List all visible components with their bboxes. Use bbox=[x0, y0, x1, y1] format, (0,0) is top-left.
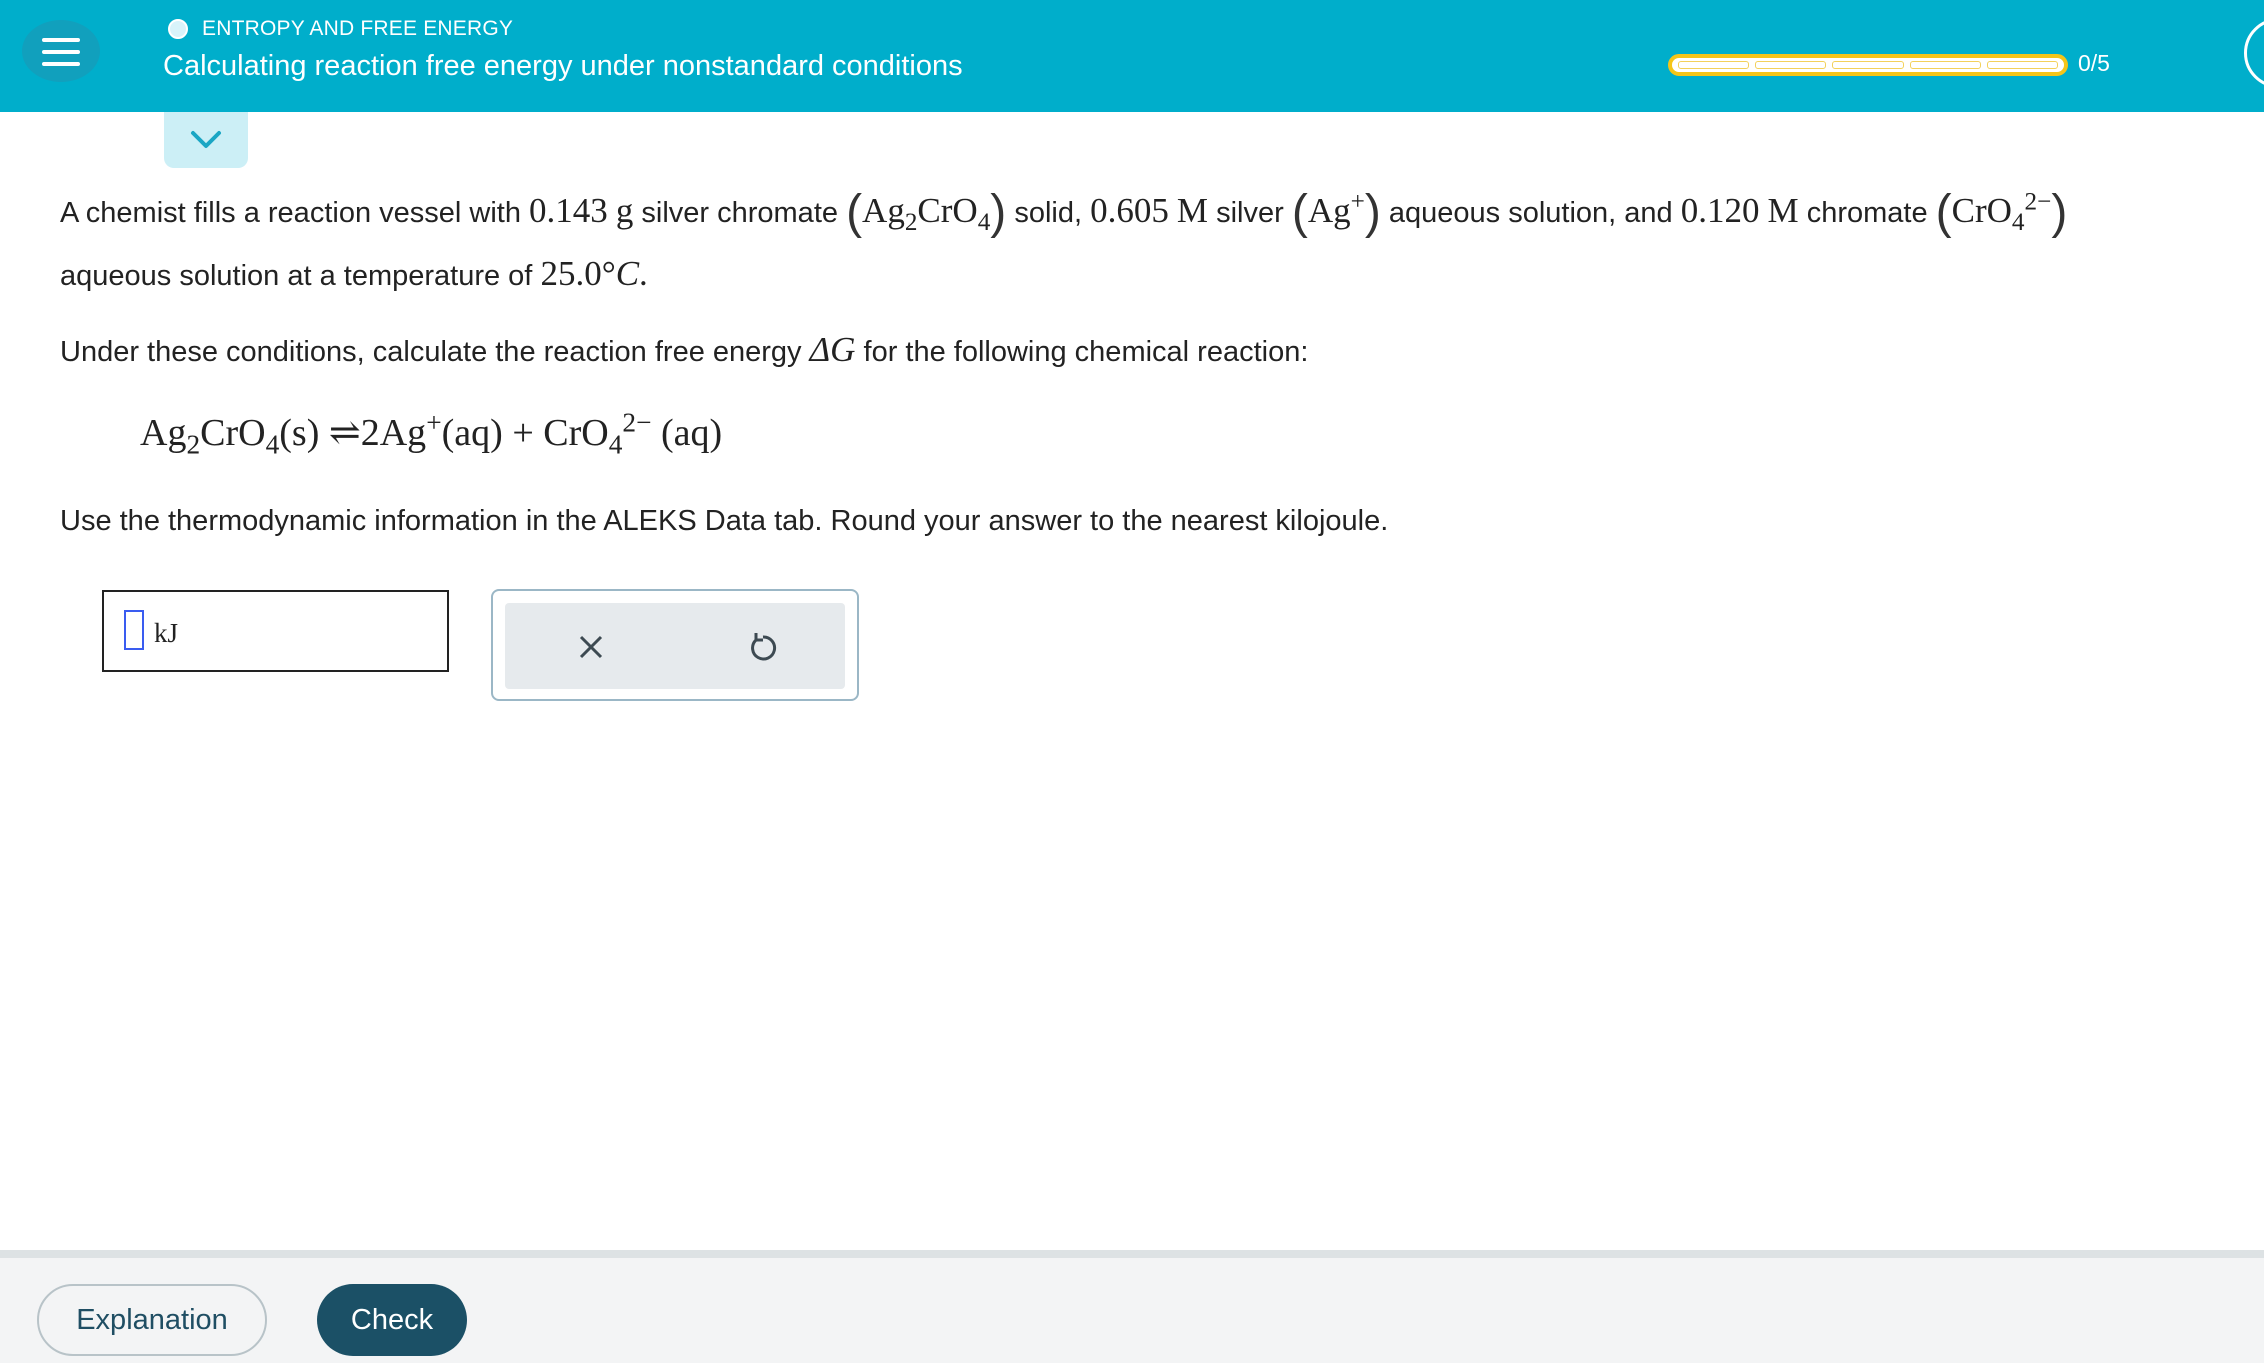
problem-paragraph-1: A chemist fills a reaction vessel with 0.143 g silver chromate $(Ag_2CrO_4)$ solid, 0.605 M silver (Ag+) aqueous solution, and 0.120 M chromate (CrO$_4^{2-}$) bbox=[60, 186, 2068, 239]
problem-paragraph-2: aqueous solution at a temperature of 25.0°C. bbox=[60, 254, 648, 293]
problem-paragraph-3: Under these conditions, calculate the reaction free energy ΔG for the following chemical reaction: bbox=[60, 330, 1309, 369]
undo-icon bbox=[743, 627, 783, 667]
progress-count: 0/5 bbox=[2078, 50, 2110, 76]
check-button[interactable]: Check bbox=[317, 1284, 467, 1356]
header-right-button[interactable] bbox=[2244, 18, 2264, 88]
page-title: Calculating reaction free energy under nonstandard conditions bbox=[163, 50, 963, 82]
chromate-concentration: 0.120 bbox=[1680, 191, 1760, 230]
silver-ion-formula: Ag+ bbox=[1307, 188, 1365, 230]
topic-label: ENTROPY AND FREE ENERGY bbox=[202, 17, 514, 40]
problem-paragraph-4: Use the thermodynamic information in the ALEKS Data tab. Round your answer to the nearest kilojoule. bbox=[60, 505, 1389, 537]
top-header bbox=[0, 0, 2264, 112]
clear-button[interactable] bbox=[571, 627, 611, 667]
undo-button[interactable] bbox=[743, 627, 783, 667]
answer-tools bbox=[491, 589, 859, 701]
chevron-down-icon bbox=[190, 130, 222, 150]
topic-line bbox=[168, 14, 513, 44]
topic-status-icon bbox=[168, 19, 188, 39]
chromate-ion-formula: CrO$_4^{2-}$ bbox=[1951, 188, 2052, 236]
temperature-value: 25.0° bbox=[540, 254, 616, 293]
silver-chromate-formula: $Ag_2CrO_4$ bbox=[862, 191, 991, 236]
answer-input[interactable] bbox=[102, 590, 449, 672]
progress-bar bbox=[1668, 54, 2068, 76]
delta-g-symbol: ΔG bbox=[809, 330, 856, 369]
answer-input-cursor[interactable] bbox=[124, 610, 144, 650]
collapse-header-button[interactable] bbox=[164, 112, 248, 168]
menu-button[interactable] bbox=[22, 20, 100, 82]
explanation-button[interactable]: Explanation bbox=[37, 1284, 267, 1356]
chemical-reaction: $Ag_2CrO_4(s)$ ⇌2Ag+(aq) + CrO$_4^{2-}$ (aq) bbox=[140, 407, 723, 460]
mass-value: 0.143 bbox=[529, 191, 608, 230]
answer-unit: kJ bbox=[154, 618, 179, 648]
close-icon bbox=[571, 627, 611, 667]
footer-bar bbox=[0, 1250, 2264, 1363]
mass-unit: g bbox=[615, 191, 634, 230]
equilibrium-arrow-icon: ⇌ bbox=[328, 412, 361, 454]
silver-concentration: 0.605 bbox=[1090, 191, 1169, 230]
hamburger-menu-icon bbox=[42, 38, 80, 42]
